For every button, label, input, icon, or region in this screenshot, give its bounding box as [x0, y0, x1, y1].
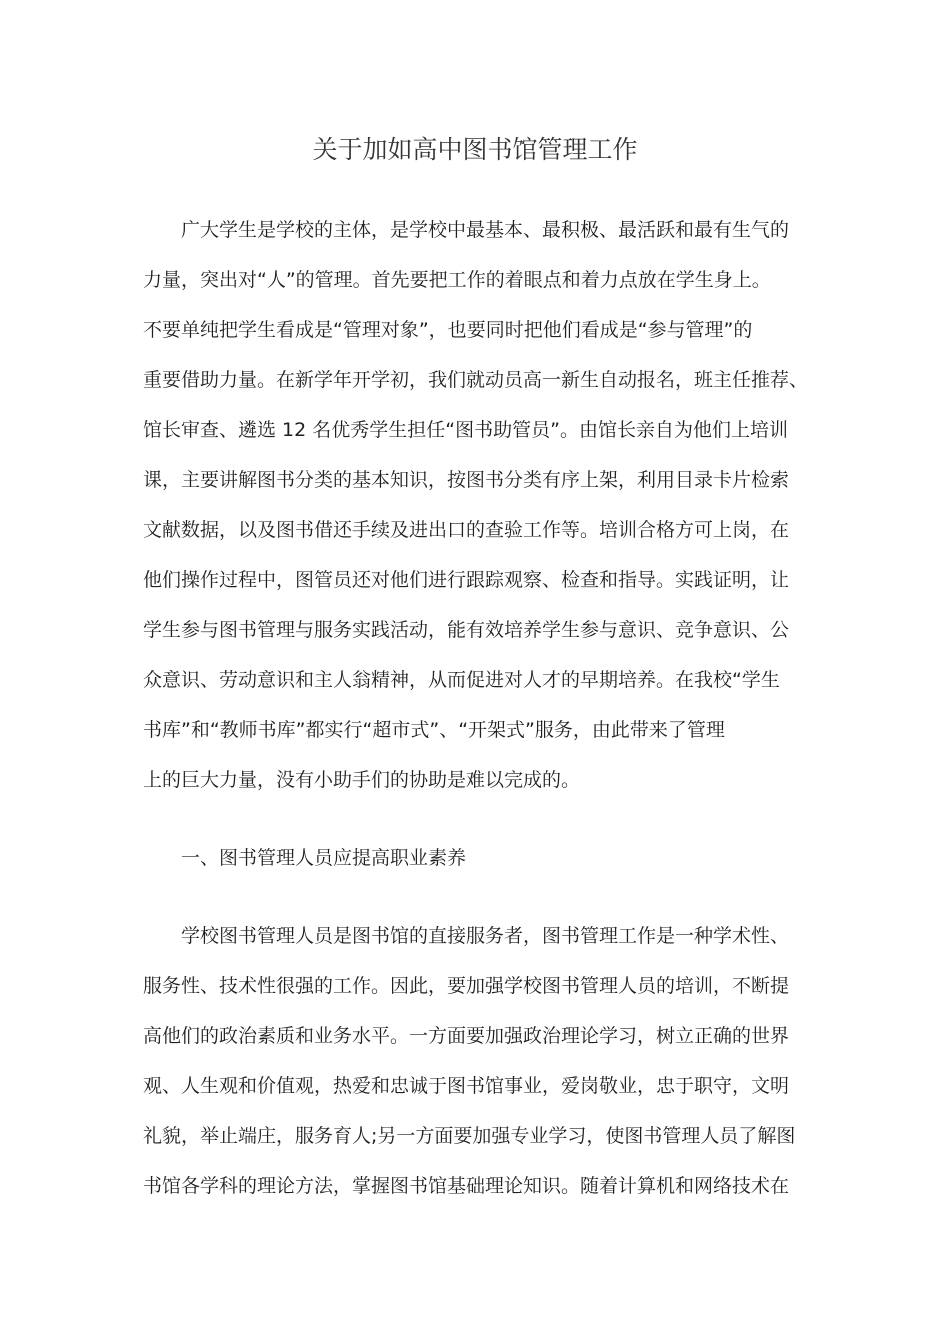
paragraph-line: 力量，突出对“人”的管理。首先要把工作的着眼点和着力点放在学生身上。 — [143, 269, 771, 291]
paragraph-line: 上的巨大力量，没有小助手们的协助是难以完成的。 — [143, 769, 581, 791]
paragraph-line: 礼貌，举止端庄，服务育人;另一方面要加强专业学习，使图书管理人员了解图 — [143, 1125, 796, 1147]
paragraph-line: 高他们的政治素质和业务水平。一方面要加强政治理论学习，树立正确的世界 — [143, 1025, 790, 1047]
paragraph-line: 众意识、劳动意识和主人翁精神，从而促进对人才的早期培养。在我校“学生 — [143, 669, 780, 691]
paragraph-line: 学生参与图书管理与服务实践活动，能有效培养学生参与意识、竞争意识、公 — [143, 619, 790, 641]
paragraph-1 — [143, 205, 808, 805]
paragraph-line: 不要单纯把学生看成是“管理对象”，也要同时把他们看成是“参与管理”的 — [143, 319, 753, 341]
paragraph-line: 学校图书管理人员是图书馆的直接服务者，图书管理工作是一种学术性、 — [181, 925, 790, 947]
paragraph-line: 课，主要讲解图书分类的基本知识，按图书分类有序上架，利用目录卡片检索 — [143, 469, 790, 491]
section-heading-text: 一、图书管理人员应提高职业素养 — [181, 847, 467, 869]
paragraph-line: 馆长审查、遴选 12 名优秀学生担任“图书助管员”。由馆长亲自为他们上培训 — [143, 419, 788, 441]
section-heading-1 — [143, 833, 808, 883]
paragraph-line: 文献数据，以及图书借还手续及进出口的查验工作等。培训合格方可上岗，在 — [143, 519, 790, 541]
paragraph-line: 观、人生观和价值观，热爱和忠诚于图书馆事业，爱岗敬业，忠于职守，文明 — [143, 1075, 790, 1097]
paragraph-2 — [143, 911, 808, 1211]
paragraph-line: 广大学生是学校的主体，是学校中最基本、最积极、最活跃和最有生气的 — [181, 219, 790, 241]
paragraph-line: 书库”和“教师书库”都实行“超市式”、“开架式”服务，由此带来了管理 — [143, 719, 725, 741]
paragraph-line: 重要借助力量。在新学年开学初，我们就动员高一新生自动报名，班主任推荐、 — [143, 369, 809, 391]
paragraph-line: 服务性、技术性很强的工作。因此，要加强学校图书管理人员的培训，不断提 — [143, 975, 790, 997]
paragraph-line: 他们操作过程中，图管员还对他们进行跟踪观察、检查和指导。实践证明，让 — [143, 569, 790, 591]
document-title: 关于加如高中图书馆管理工作 — [312, 135, 638, 164]
paragraph-line: 书馆各学科的理论方法，掌握图书馆基础理论知识。随着计算机和网络技术在 — [143, 1175, 790, 1197]
